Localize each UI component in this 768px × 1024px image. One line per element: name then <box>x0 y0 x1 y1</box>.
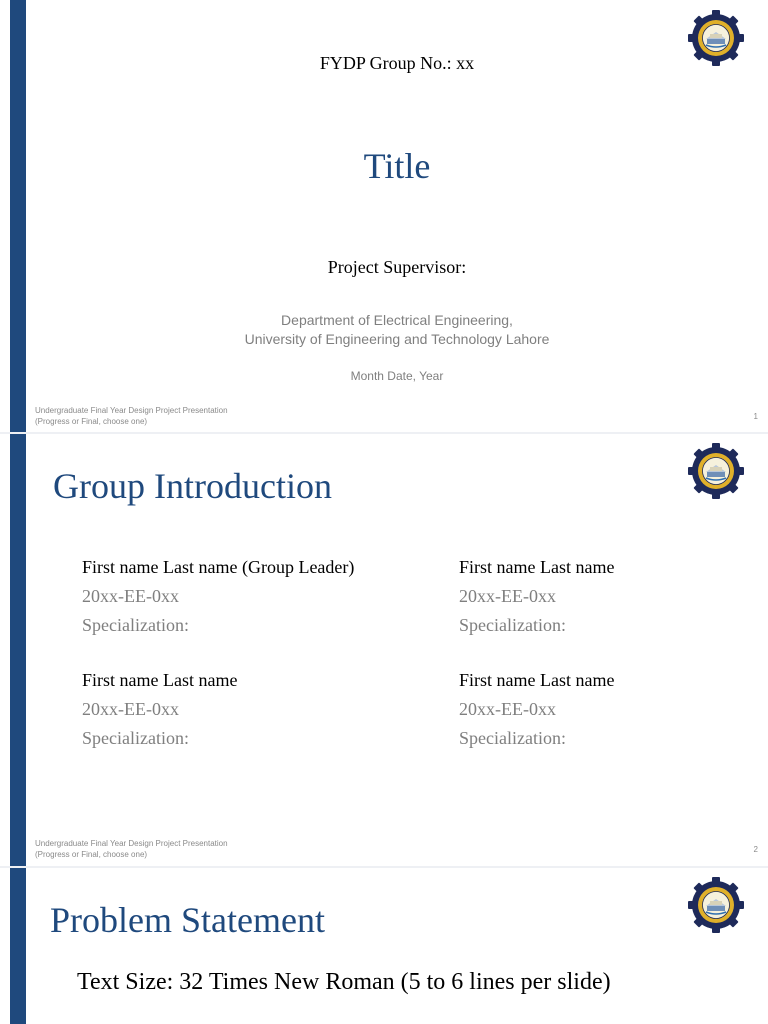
member-name: First name Last name (Group Leader) <box>82 557 355 577</box>
project-supervisor: Project Supervisor: <box>327 257 467 277</box>
slide-title: Problem Statement <box>50 900 325 940</box>
member-name: First name Last name <box>459 670 615 690</box>
member-name: First name Last name <box>459 557 615 577</box>
footer-note <box>35 405 228 427</box>
accent-bar <box>10 868 26 1024</box>
university: University of Engineering and Technology Lahore <box>244 331 550 347</box>
presentation-date: Month Date, Year <box>350 369 444 383</box>
footer-line-1: Undergraduate Final Year Design Project Presentation <box>35 406 228 415</box>
slide-2 <box>0 434 768 866</box>
accent-bar <box>10 0 26 432</box>
uet-lahore-logo-icon <box>688 877 744 933</box>
department: Department of Electrical Engineering, <box>281 312 513 328</box>
page-number: 2 <box>753 845 758 854</box>
member-specialization: Specialization: <box>459 615 566 635</box>
accent-bar <box>10 434 26 866</box>
slide-body-text: Text Size: 32 Times New Roman (5 to 6 lines per slide) <box>77 969 611 995</box>
slide-title: Group Introduction <box>53 466 332 506</box>
member-card <box>459 553 614 640</box>
member-registration: 20xx-EE-0xx <box>82 699 179 719</box>
group-number: FYDP Group No.: xx <box>319 53 475 73</box>
member-card <box>459 666 614 753</box>
footer-line-2: (Progress or Final, choose one) <box>35 417 148 426</box>
footer-note <box>35 838 228 860</box>
member-specialization: Specialization: <box>82 615 189 635</box>
uet-lahore-logo-icon <box>688 443 744 499</box>
slide-1 <box>0 0 768 432</box>
slide-title: Title <box>363 146 431 186</box>
member-card <box>82 666 237 753</box>
member-name: First name Last name <box>82 670 238 690</box>
member-registration: 20xx-EE-0xx <box>459 586 556 606</box>
footer-line-2: (Progress or Final, choose one) <box>35 850 148 859</box>
slide-3 <box>0 868 768 1024</box>
page-number: 1 <box>753 412 758 421</box>
member-specialization: Specialization: <box>459 728 566 748</box>
member-registration: 20xx-EE-0xx <box>82 586 179 606</box>
footer-line-1: Undergraduate Final Year Design Project Presentation <box>35 839 228 848</box>
member-specialization: Specialization: <box>82 728 189 748</box>
member-registration: 20xx-EE-0xx <box>459 699 556 719</box>
member-card <box>82 553 354 640</box>
